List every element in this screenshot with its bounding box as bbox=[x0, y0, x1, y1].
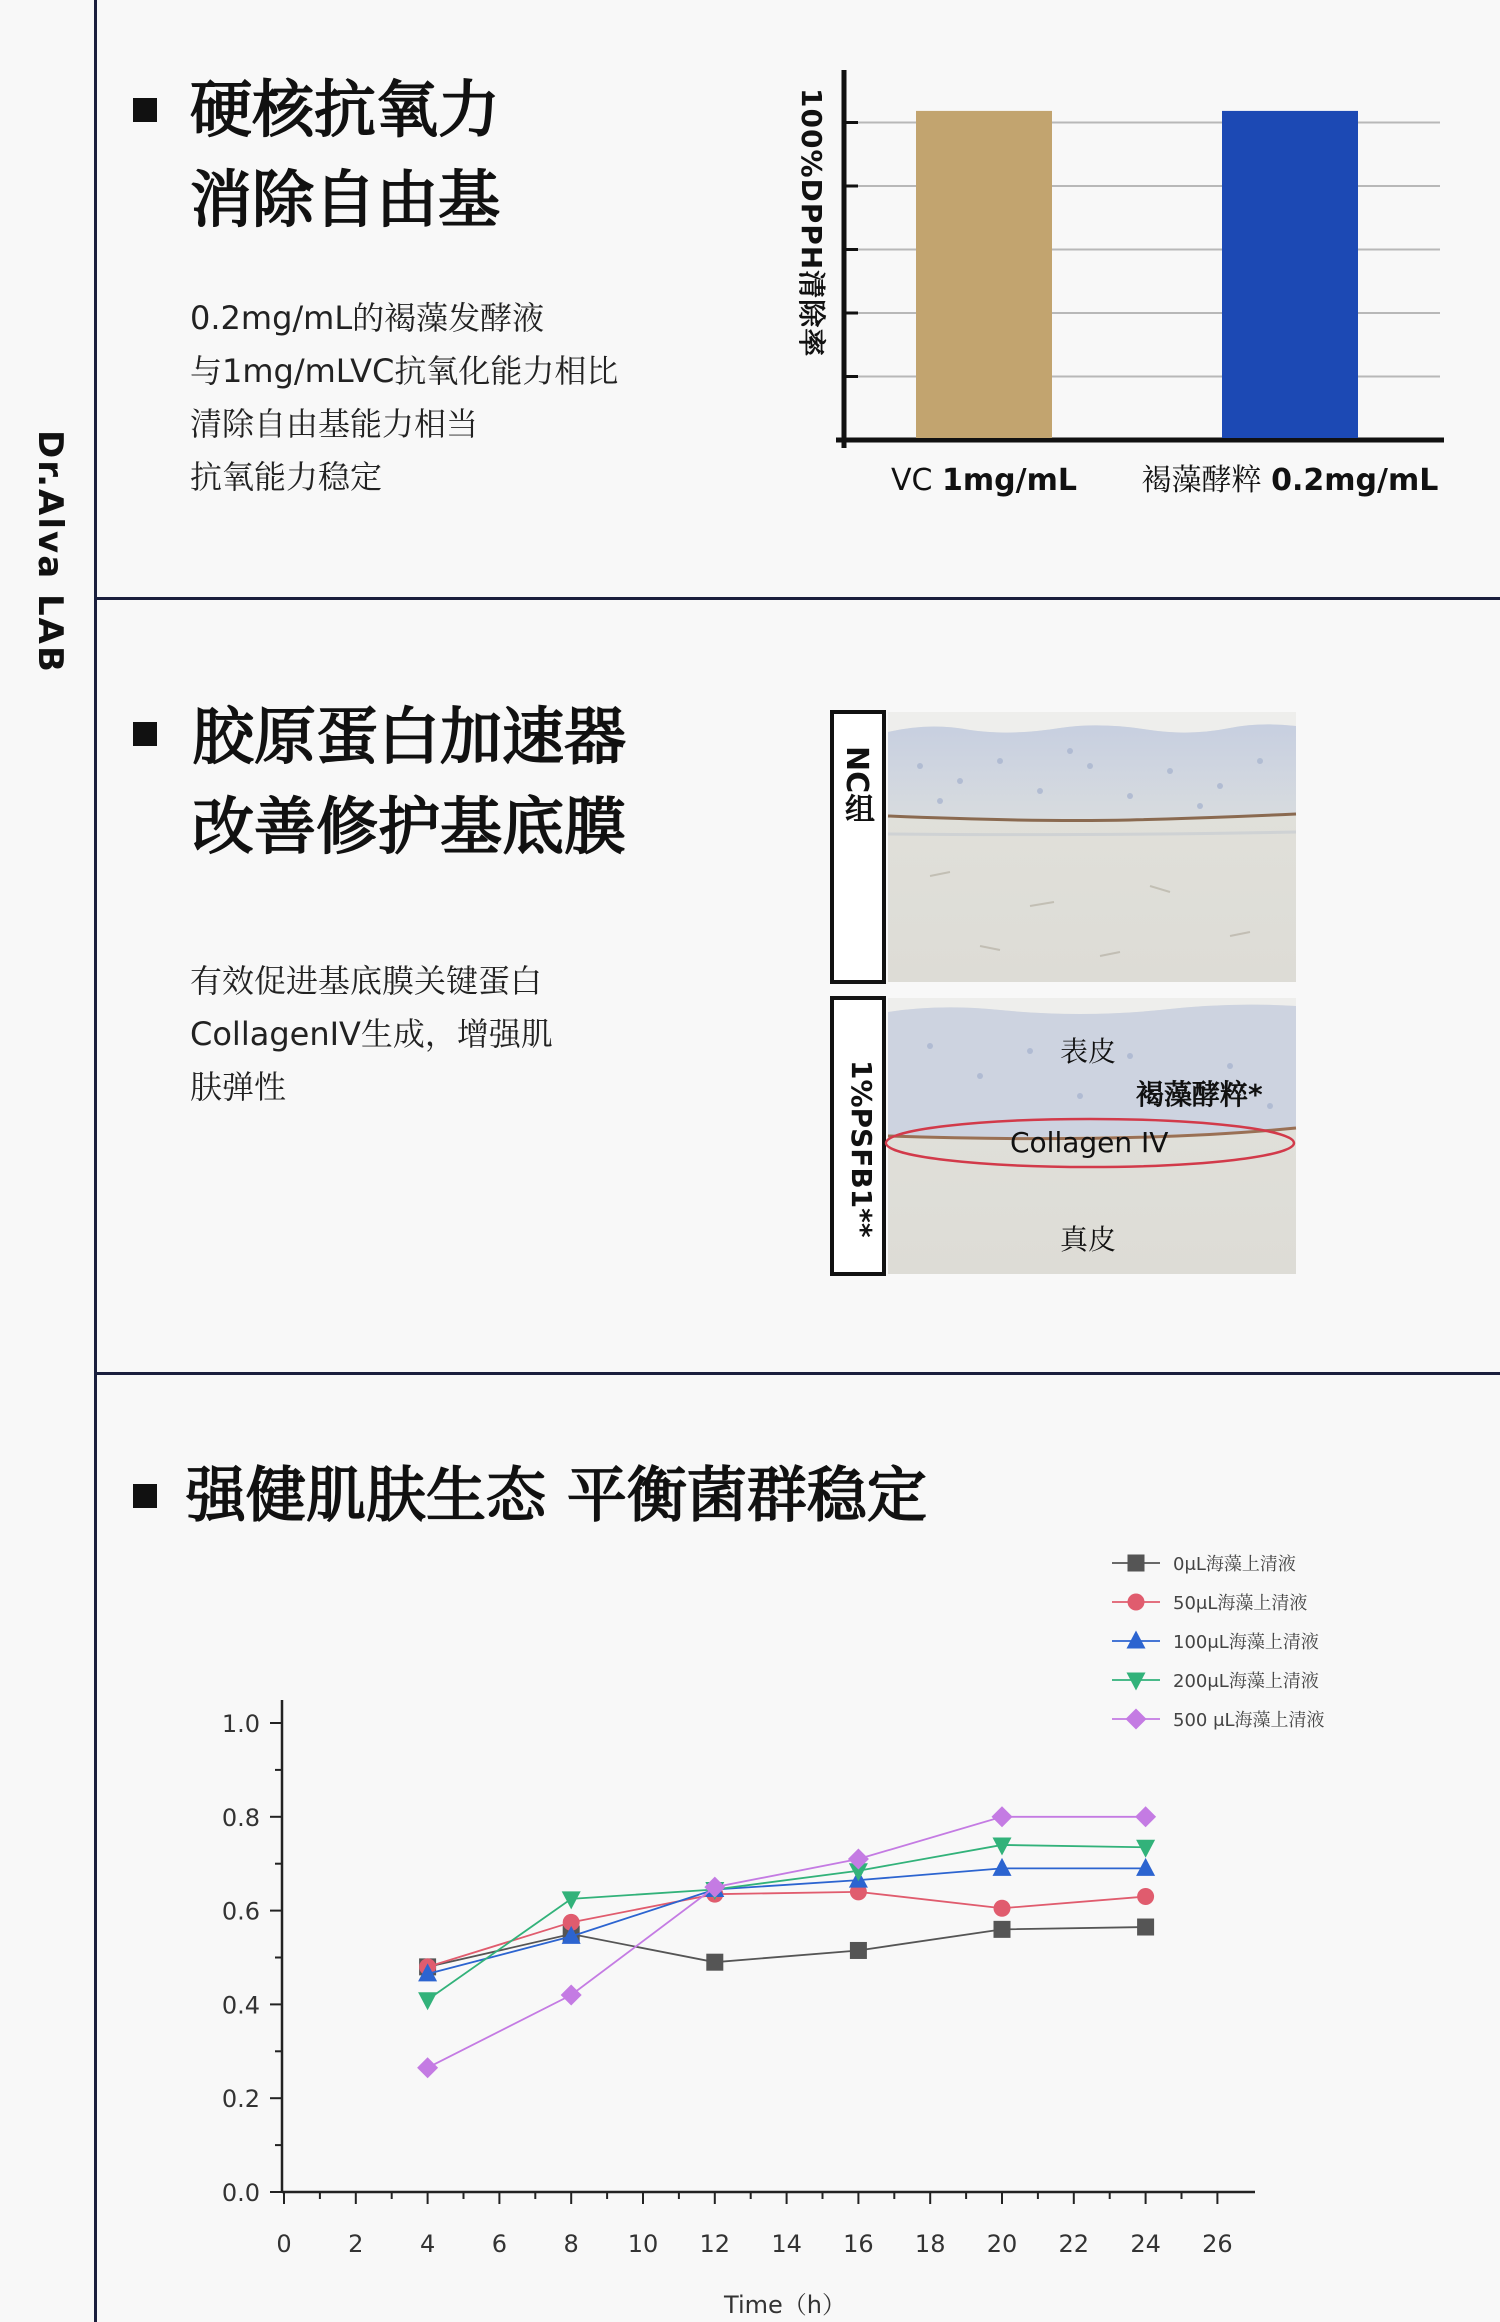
legend-marker-5 bbox=[1126, 1709, 1147, 1730]
series-4-point bbox=[1136, 1840, 1155, 1858]
micrograph-top bbox=[888, 712, 1296, 982]
series-2-point bbox=[994, 1900, 1011, 1917]
section2-heading-line-1: 胶原蛋白加速器 bbox=[192, 700, 627, 773]
bar-y-axis-label: 100%DPPH清除率 bbox=[795, 88, 828, 358]
line-x-axis-label: Time（h） bbox=[724, 2291, 846, 2319]
legend-label-3: 100μL海藻上清液 bbox=[1173, 1632, 1319, 1653]
bar-2 bbox=[1222, 111, 1358, 438]
annotation-collagen: Collagen IV bbox=[1010, 1126, 1169, 1159]
section2-description bbox=[190, 955, 553, 1114]
line-x-tick-label: 26 bbox=[1202, 2230, 1233, 2258]
bar-1 bbox=[916, 111, 1052, 438]
line-y-tick-label: 0.2 bbox=[221, 2085, 260, 2114]
series-3-point bbox=[993, 1858, 1012, 1876]
section1-desc-line-4: 抗氧能力稳定 bbox=[190, 458, 383, 496]
line-y-tick-label: 0.6 bbox=[221, 1897, 260, 1926]
series-5-point bbox=[992, 1806, 1013, 1827]
section3-heading: 强健肌肤生态 平衡菌群稳定 bbox=[186, 1461, 927, 1531]
dpph-bar-chart bbox=[780, 60, 1480, 520]
series-4-point bbox=[562, 1891, 581, 1909]
line-y-tick-label: 0.0 bbox=[221, 2179, 260, 2207]
legend-label-5: 500 μL海藻上清液 bbox=[1173, 1710, 1325, 1731]
line-x-tick-label: 22 bbox=[1058, 2230, 1090, 2258]
series-line-3 bbox=[428, 1868, 1146, 1974]
section-divider-2 bbox=[94, 1372, 1500, 1375]
series-5-point bbox=[417, 2057, 438, 2078]
line-x-tick-label: 24 bbox=[1130, 2230, 1161, 2258]
section1-heading-line-1: 硬核抗氧力 bbox=[190, 73, 501, 146]
line-x-tick-label: 4 bbox=[419, 2230, 436, 2258]
line-x-tick-label: 14 bbox=[771, 2230, 802, 2258]
series-1-point bbox=[994, 1921, 1011, 1938]
line-y-tick-label: 0.8 bbox=[221, 1803, 260, 1832]
line-x-tick-label: 6 bbox=[491, 2230, 508, 2258]
series-1-point bbox=[706, 1954, 723, 1971]
heading-bullet-1 bbox=[133, 98, 157, 122]
line-x-tick-label: 20 bbox=[986, 2230, 1018, 2258]
line-x-tick-label: 2 bbox=[348, 2230, 364, 2258]
section1-heading-line-2: 消除自由基 bbox=[190, 163, 501, 236]
series-2-point bbox=[1137, 1888, 1154, 1905]
section1-description bbox=[190, 292, 618, 504]
series-5-point bbox=[561, 1985, 582, 2006]
brand-label: Dr.Alva LAB bbox=[30, 430, 70, 674]
section1-desc-line-1: 0.2mg/mL的褐藻发酵液 bbox=[190, 299, 545, 337]
legend-marker-1 bbox=[1128, 1555, 1145, 1572]
panel-top-label: NC组 bbox=[839, 746, 874, 824]
heading-bullet-3 bbox=[133, 1484, 157, 1508]
heading-bullet-2 bbox=[133, 722, 157, 746]
bar-category-label-1: VC 1mg/mL bbox=[891, 463, 1077, 498]
legend-label-1: 0μL海藻上清液 bbox=[1173, 1554, 1296, 1575]
bacteria-line-chart bbox=[140, 1530, 1390, 2320]
legend-label-2: 50μL海藻上清液 bbox=[1173, 1593, 1308, 1614]
legend-label-4: 200μL海藻上清液 bbox=[1173, 1671, 1319, 1692]
annotation-extract: 褐藻酵粹* bbox=[1136, 1078, 1263, 1111]
vertical-divider bbox=[94, 0, 97, 2322]
series-1-point bbox=[850, 1942, 867, 1959]
line-x-tick-label: 12 bbox=[699, 2230, 731, 2258]
series-4-point bbox=[418, 1992, 437, 2010]
series-5-point bbox=[1135, 1806, 1156, 1827]
series-3-point bbox=[1136, 1858, 1155, 1876]
panel-bottom-label: 1%PSFB1** bbox=[845, 1060, 878, 1238]
series-5 bbox=[417, 1806, 1156, 2078]
line-x-tick-label: 16 bbox=[843, 2230, 874, 2258]
section2-heading-line-2: 改善修护基底膜 bbox=[192, 790, 627, 863]
line-y-tick-label: 1.0 bbox=[221, 1710, 260, 1738]
legend-marker-3 bbox=[1127, 1631, 1146, 1649]
series-3 bbox=[418, 1858, 1155, 1982]
section1-desc-line-2: 与1mg/mLVC抗氧化能力相比 bbox=[190, 352, 619, 390]
line-x-tick-label: 0 bbox=[276, 2230, 292, 2258]
line-x-tick-label: 8 bbox=[563, 2230, 579, 2258]
bar-category-label-2: 褐藻酵粹 0.2mg/mL bbox=[1141, 463, 1439, 498]
annotation-dermis: 真皮 bbox=[1060, 1223, 1117, 1256]
annotation-epidermis: 表皮 bbox=[1060, 1035, 1117, 1068]
micrograph-panels bbox=[830, 706, 1300, 1280]
section-divider-1 bbox=[94, 597, 1500, 600]
legend-marker-4 bbox=[1127, 1673, 1146, 1691]
section2-heading bbox=[192, 692, 626, 872]
section2-desc-line-2: CollagenIV生成，增强肌 bbox=[190, 1015, 553, 1053]
section2-desc-line-3: 肤弹性 bbox=[190, 1068, 287, 1106]
section1-heading bbox=[190, 65, 500, 245]
series-4 bbox=[418, 1837, 1155, 2010]
series-1-point bbox=[1137, 1919, 1154, 1936]
section1-desc-line-3: 清除自由基能力相当 bbox=[190, 405, 479, 443]
line-x-tick-label: 10 bbox=[627, 2230, 659, 2258]
line-y-tick-label: 0.4 bbox=[221, 1991, 260, 2020]
legend-marker-2 bbox=[1128, 1594, 1145, 1611]
line-x-tick-label: 18 bbox=[914, 2230, 946, 2258]
section2-desc-line-1: 有效促进基底膜关键蛋白 bbox=[190, 962, 543, 1000]
